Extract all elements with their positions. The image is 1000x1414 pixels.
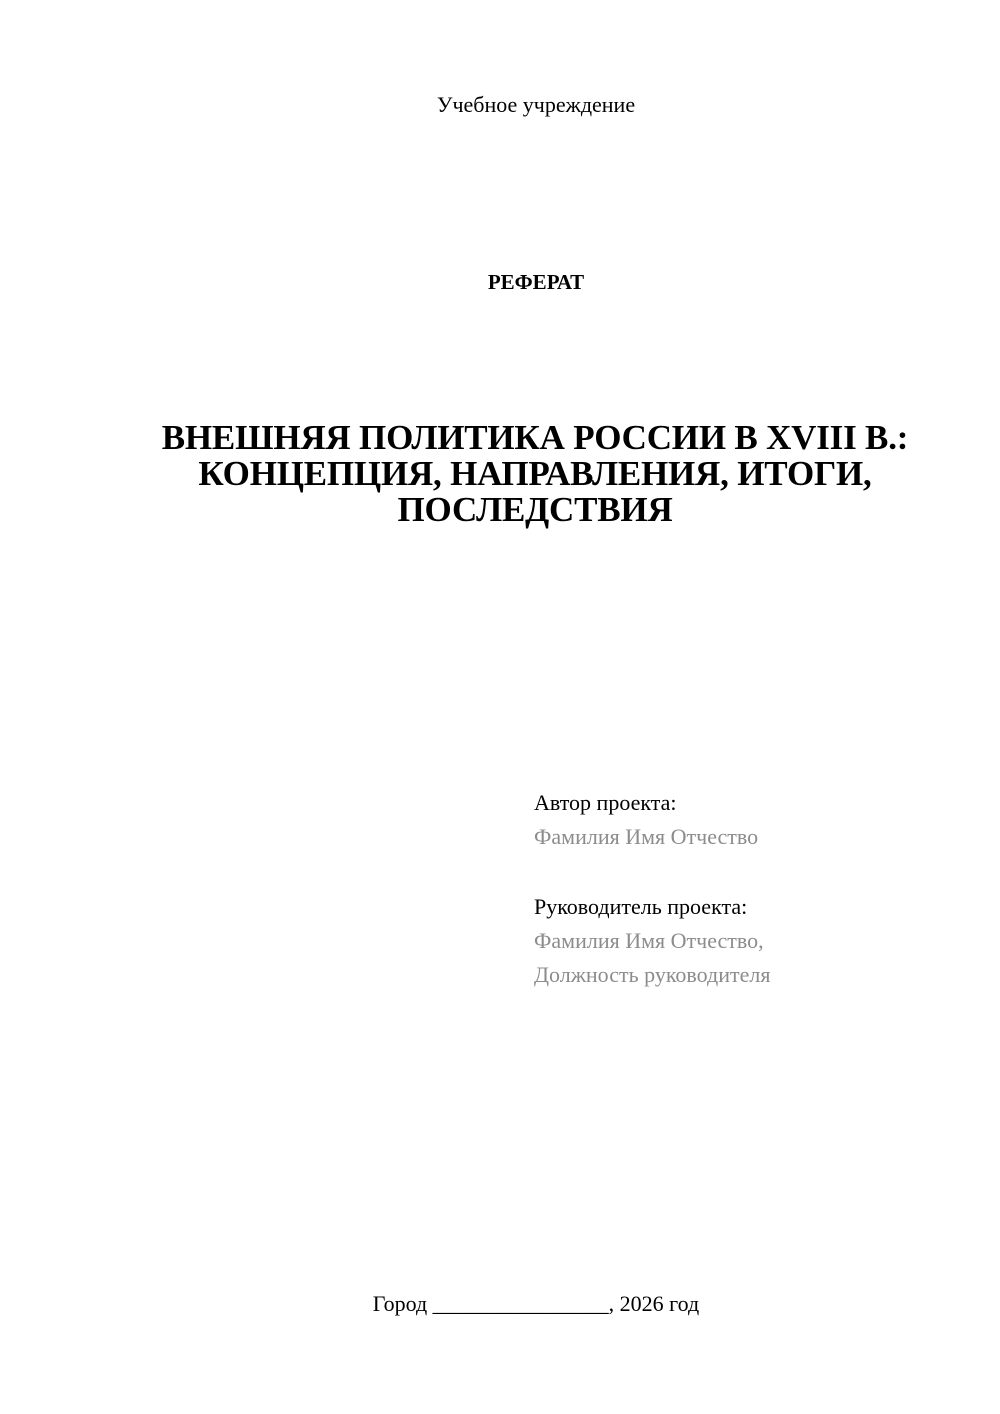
- supervisor-label: Руководитель проекта:: [534, 894, 748, 919]
- document-title: ВНЕШНЯЯ ПОЛИТИКА РОССИИ В XVIII В.: КОНЦЕПЦИЯ, НАПРАВЛЕНИЯ, ИТОГИ, ПОСЛЕДСТВИЯ: [161, 418, 909, 529]
- document-type: РЕФЕРАТ: [487, 270, 585, 294]
- institution-name: Учебное учреждение: [436, 92, 636, 117]
- city-year-line: Город ________________, 2026 год: [372, 1291, 700, 1316]
- supervisor-position: Должность руководителя: [534, 962, 771, 987]
- author-name: Фамилия Имя Отчество: [534, 824, 759, 849]
- project-info: [534, 786, 974, 992]
- info-spacer: [534, 854, 974, 890]
- author-label: Автор проекта:: [534, 790, 677, 815]
- supervisor-name: Фамилия Имя Отчество,: [534, 928, 764, 953]
